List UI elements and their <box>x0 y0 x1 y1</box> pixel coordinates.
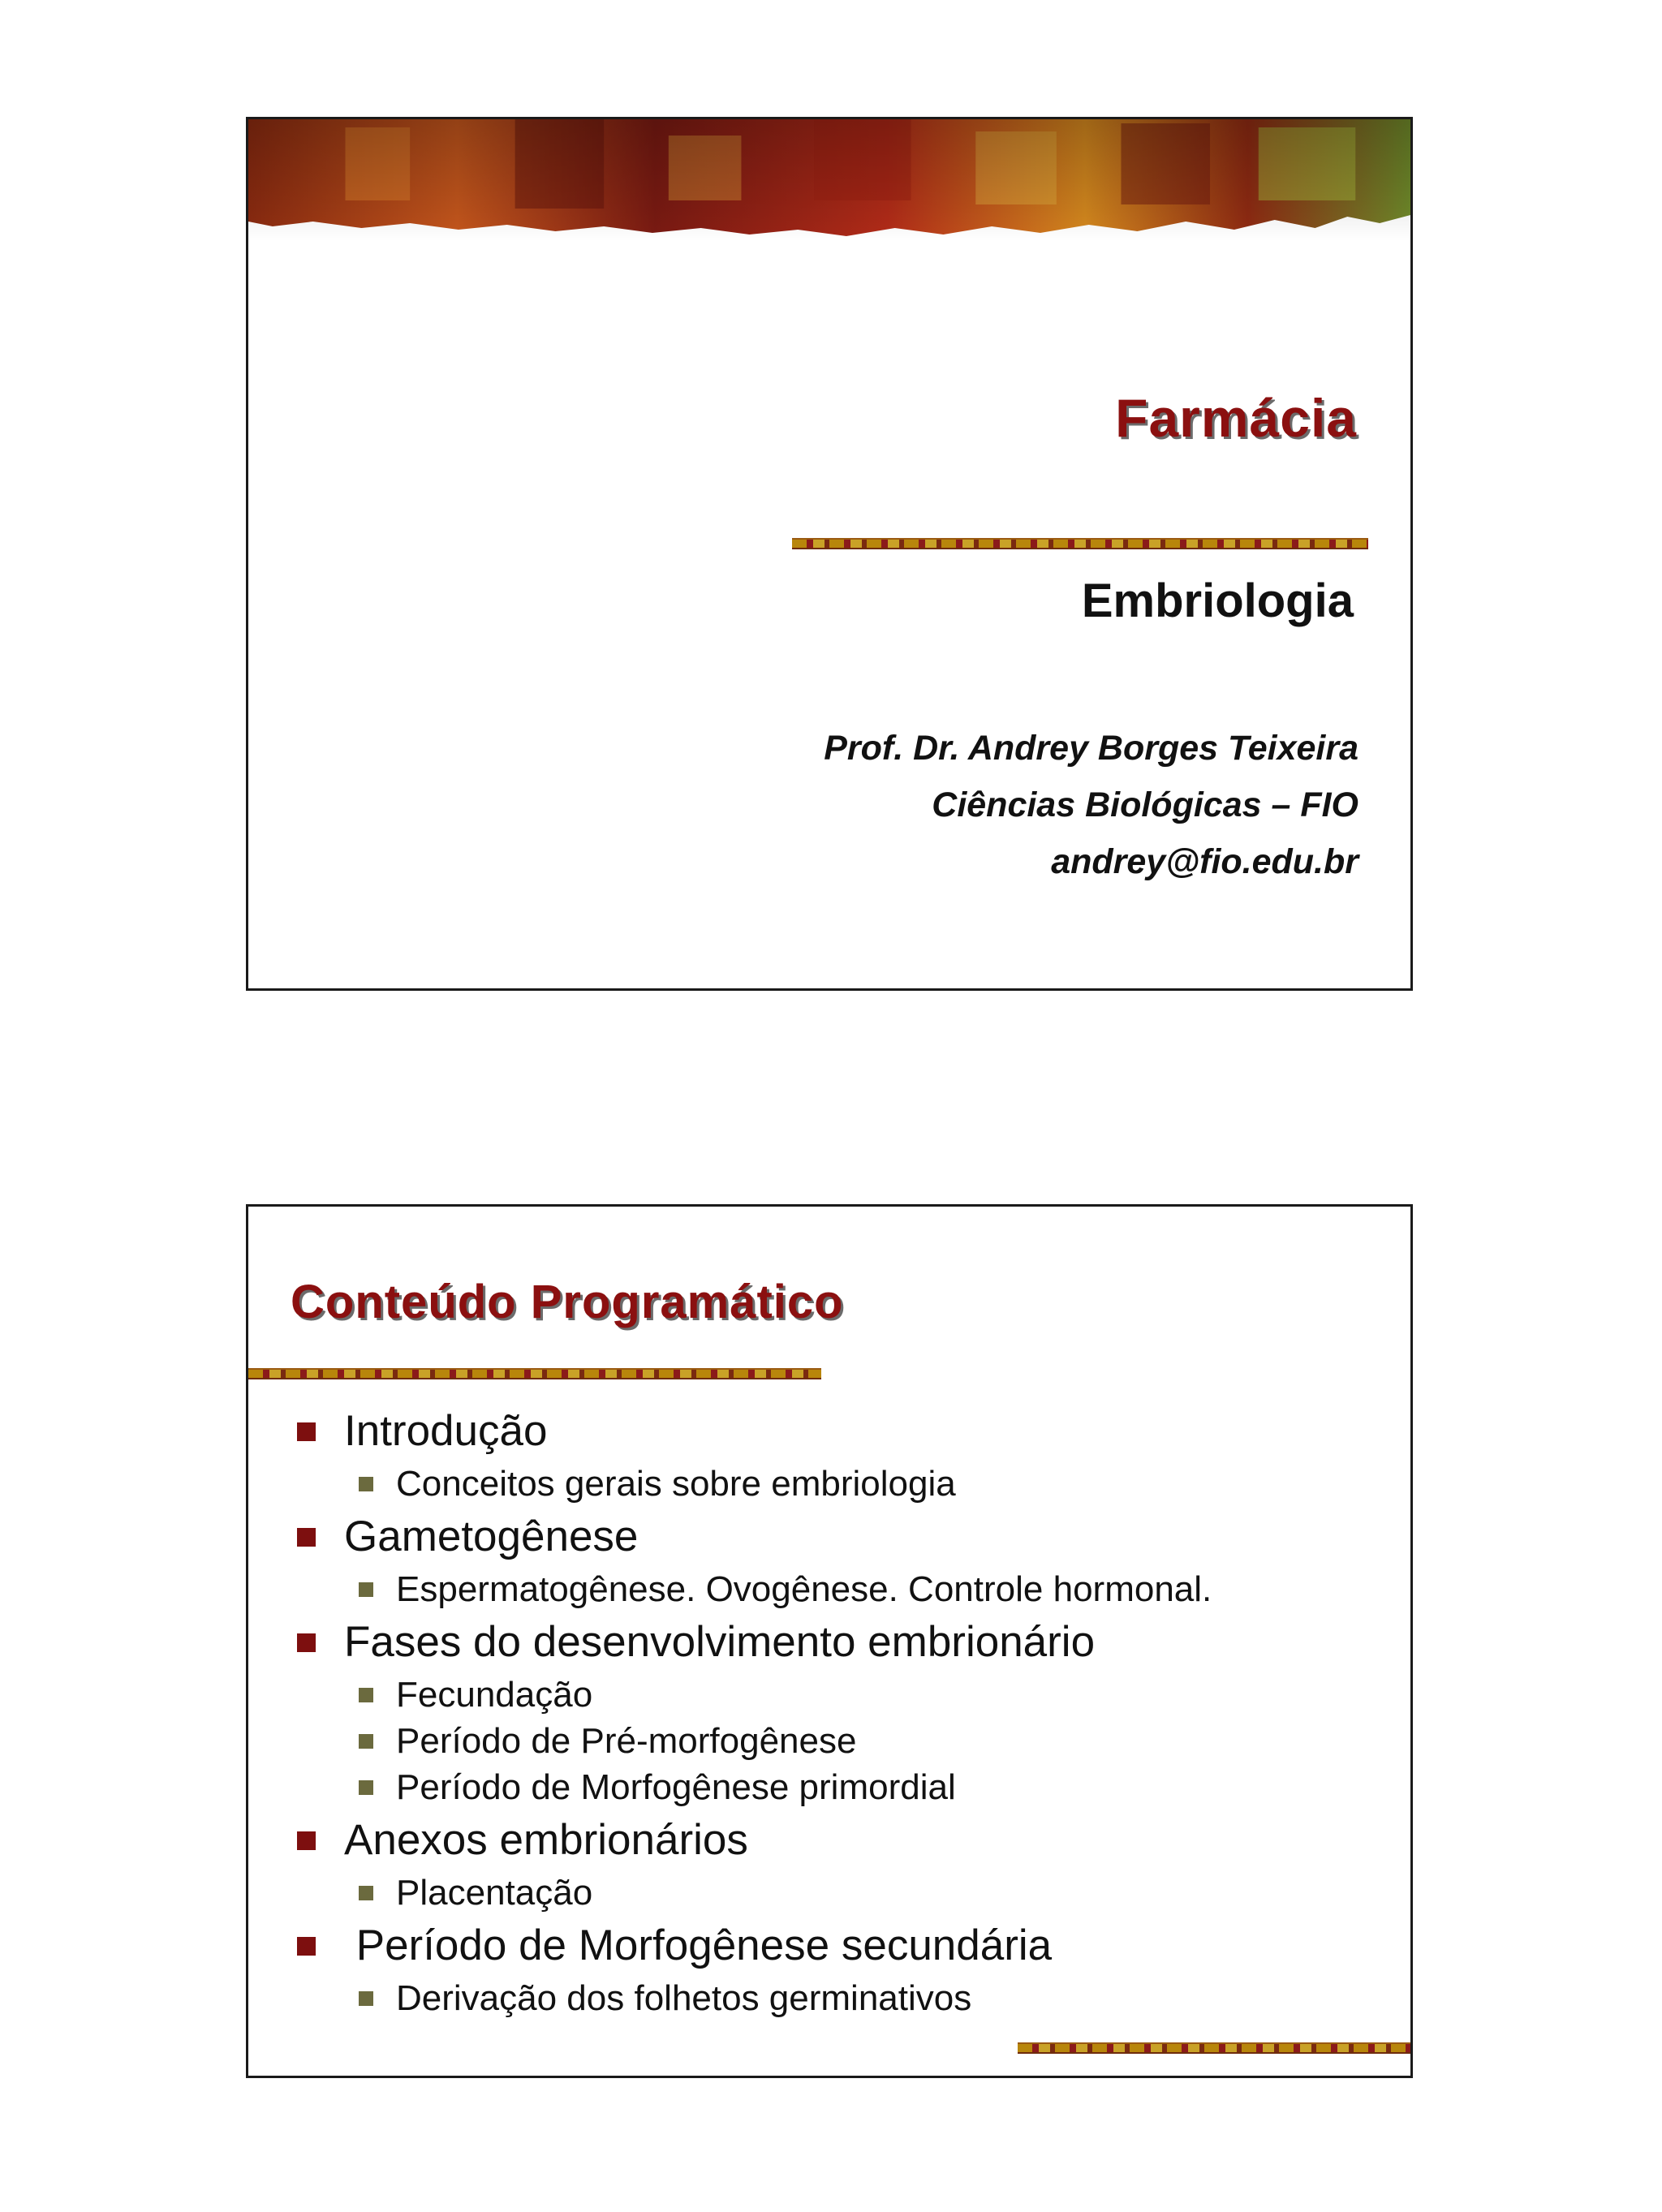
square-bullet-icon <box>359 1991 373 2006</box>
square-bullet-icon <box>359 1582 373 1597</box>
list-subitem: Período de Pré-morfogênese <box>297 1718 1212 1764</box>
presentation-title: Farmácia <box>1115 388 1357 448</box>
author-department: Ciências Biológicas – FIO <box>932 785 1358 824</box>
square-bullet-icon <box>359 1477 373 1491</box>
slide-contents <box>246 1204 1413 2078</box>
title-divider-rule <box>792 538 1368 549</box>
slide-title <box>246 117 1413 991</box>
list-item: Período de Morfogênese secundária <box>297 1916 1212 1975</box>
list-item: Introdução <box>297 1401 1212 1461</box>
author-block <box>824 720 1358 890</box>
list-item: Fases do desenvolvimento embrionário <box>297 1612 1212 1672</box>
square-bullet-icon <box>359 1886 373 1900</box>
square-bullet-icon <box>297 1633 316 1652</box>
contents-title: Conteúdo Programático <box>291 1276 844 1328</box>
square-bullet-icon <box>297 1422 316 1441</box>
author-email: andrey@fio.edu.br <box>1051 842 1358 881</box>
footer-divider-rule <box>1018 2042 1413 2054</box>
decorative-banner-image <box>248 119 1410 241</box>
list-subitem: Placentação <box>297 1870 1212 1916</box>
list-subitem: Período de Morfogênese primordial <box>297 1764 1212 1810</box>
square-bullet-icon <box>297 1528 316 1547</box>
square-bullet-icon <box>359 1688 373 1702</box>
contents-list <box>297 1401 1212 2021</box>
list-item: Anexos embrionários <box>297 1810 1212 1870</box>
list-subitem: Conceitos gerais sobre embriologia <box>297 1461 1212 1507</box>
list-item: Gametogênese <box>297 1507 1212 1566</box>
list-subitem: Derivação dos folhetos germinativos <box>297 1975 1212 2021</box>
square-bullet-icon <box>359 1780 373 1795</box>
square-bullet-icon <box>359 1734 373 1749</box>
course-subtitle: Embriologia <box>1081 575 1354 627</box>
author-name: Prof. Dr. Andrey Borges Teixeira <box>824 729 1358 768</box>
square-bullet-icon <box>297 1937 316 1956</box>
list-subitem: Espermatogênese. Ovogênese. Controle hormonal. <box>297 1566 1212 1612</box>
square-bullet-icon <box>297 1831 316 1850</box>
contents-divider-rule <box>248 1368 821 1379</box>
list-subitem: Fecundação <box>297 1672 1212 1718</box>
